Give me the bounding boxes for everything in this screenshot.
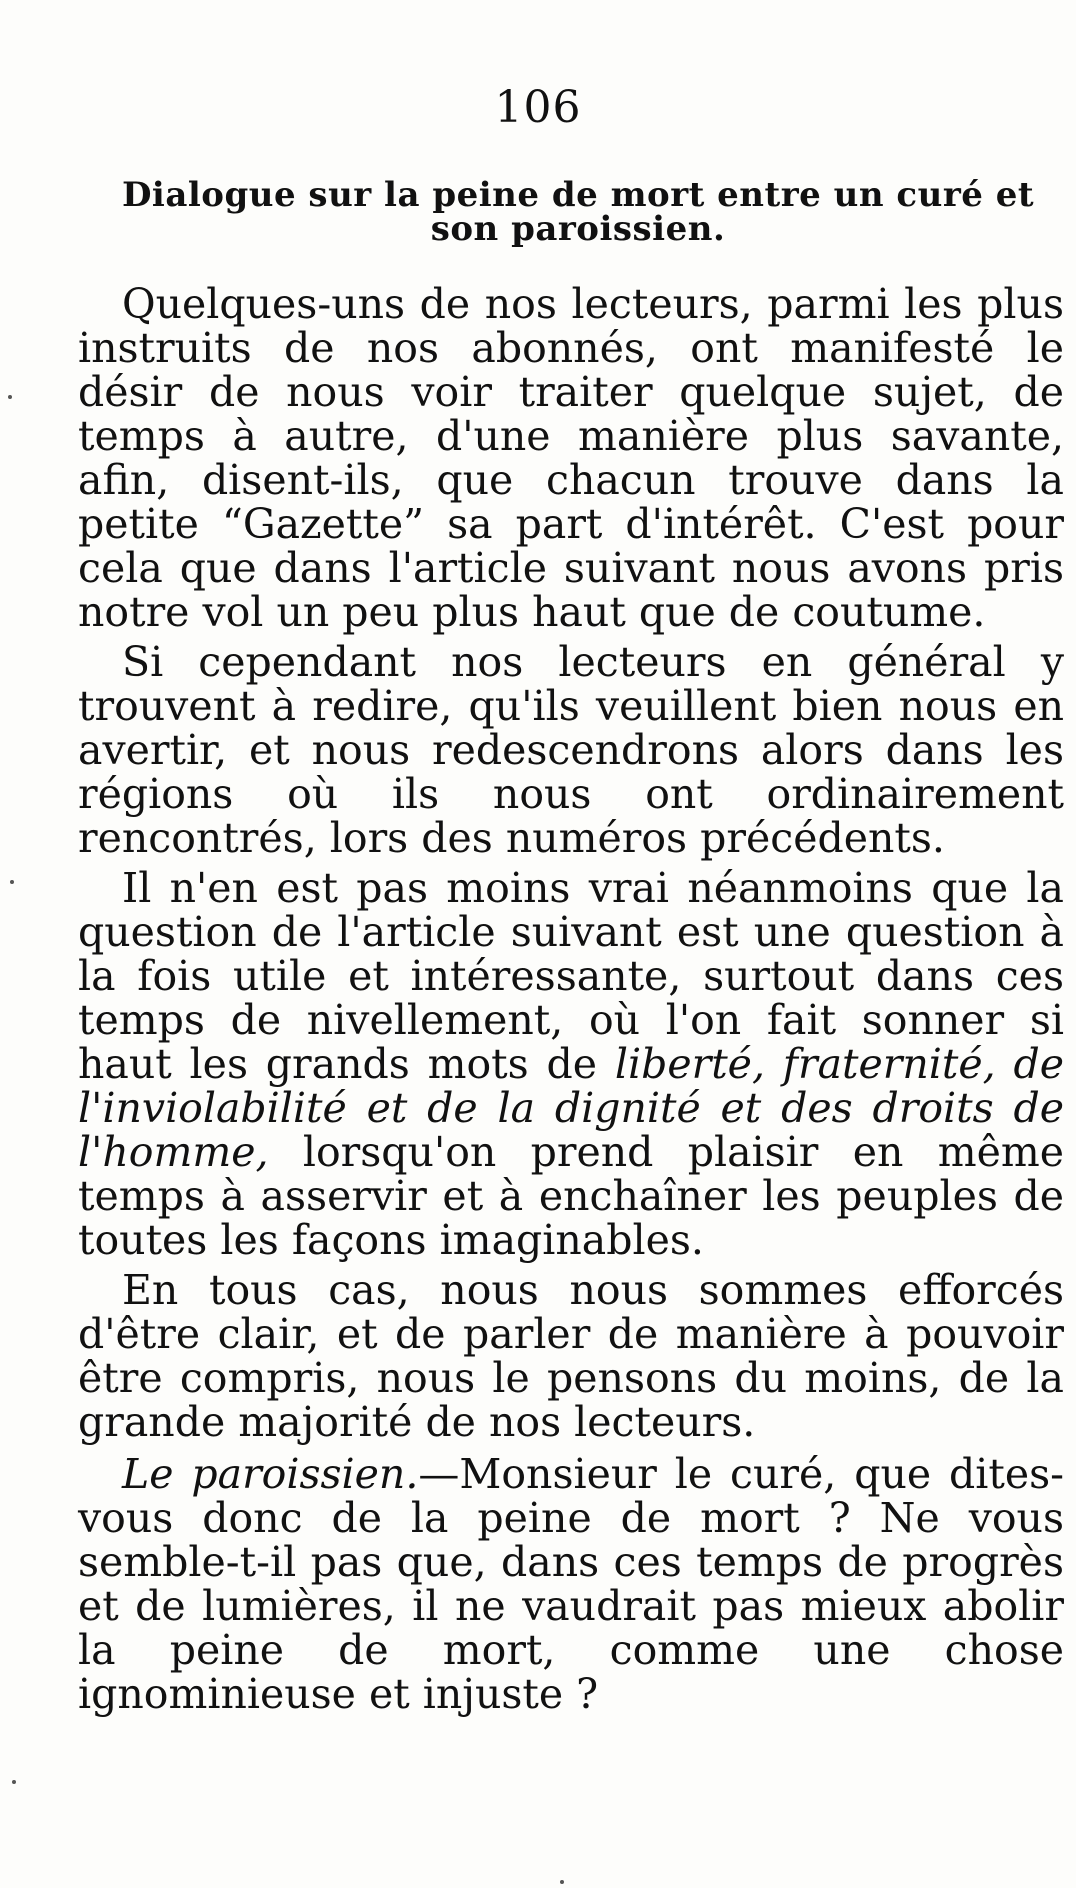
paragraph-3-text-end: lorsqu'on prend plaisir en même temps à asservir et à enchaîner les peuples de toutes les façons imaginables. (78, 1128, 1064, 1264)
page-number: 106 (494, 82, 582, 133)
article-body (78, 282, 1064, 1722)
scan-speck (12, 1780, 16, 1784)
paragraph-4: En tous cas, nous nous sommes efforcés d'être clair, et de parler de manière à pouvoir être compris, nous le pensons du moins, de la grande majorité de nos lecteurs. (78, 1266, 1064, 1446)
dialogue-speaker: Le paroissien. (122, 1450, 419, 1498)
dialogue-paragraph (78, 1452, 1064, 1716)
scan-speck (10, 880, 14, 884)
paragraph-3 (78, 866, 1064, 1262)
paragraph-2: Si cependant nos lecteurs en général y trouvent à redire, qu'ils veuillent bien nous en avertir, et nous redescendrons alors dans les régions où ils nous ont ordinairement rencontrés, lors des numéros précédents. (78, 638, 1064, 862)
scan-speck (560, 1880, 564, 1884)
dialogue-text: —Monsieur le curé, que dites-vous donc de la peine de mort ? Ne vous semble-t-il pas que, dans ces temps de progrès et de lumières, il ne vaudrait pas mieux abolir la peine de mort, comme une chose ignominieuse et injuste ? (78, 1450, 1064, 1718)
paragraph-3-italic-terms: liberté, fraternité, de l'inviolabilité et de la dignité et des droits de l'homme, (78, 1040, 1064, 1176)
paragraph-1: Quelques-uns de nos lecteurs, parmi les plus instruits de nos abonnés, ont manifesté le désir de nous voir traiter quelque sujet, de temps à autre, d'une manière plus savante, afin, disent-ils, que chacun trouve dans la petite “Gazette” sa part d'intérêt. C'est pour cela que dans l'article suivant nous avons pris notre vol un peu plus haut que de coutume. (78, 280, 1064, 636)
article-title: Dialogue sur la peine de mort entre un curé et son paroissien. (121, 175, 1035, 249)
scan-speck (8, 395, 12, 399)
paragraph-3-text-start: Il n'en est pas moins vrai néanmoins que la question de l'article suivant est une question à la fois utile et intéressante, surtout dans ces temps de nivellement, où l'on fait sonner si haut les grands mots de (78, 864, 1064, 1088)
